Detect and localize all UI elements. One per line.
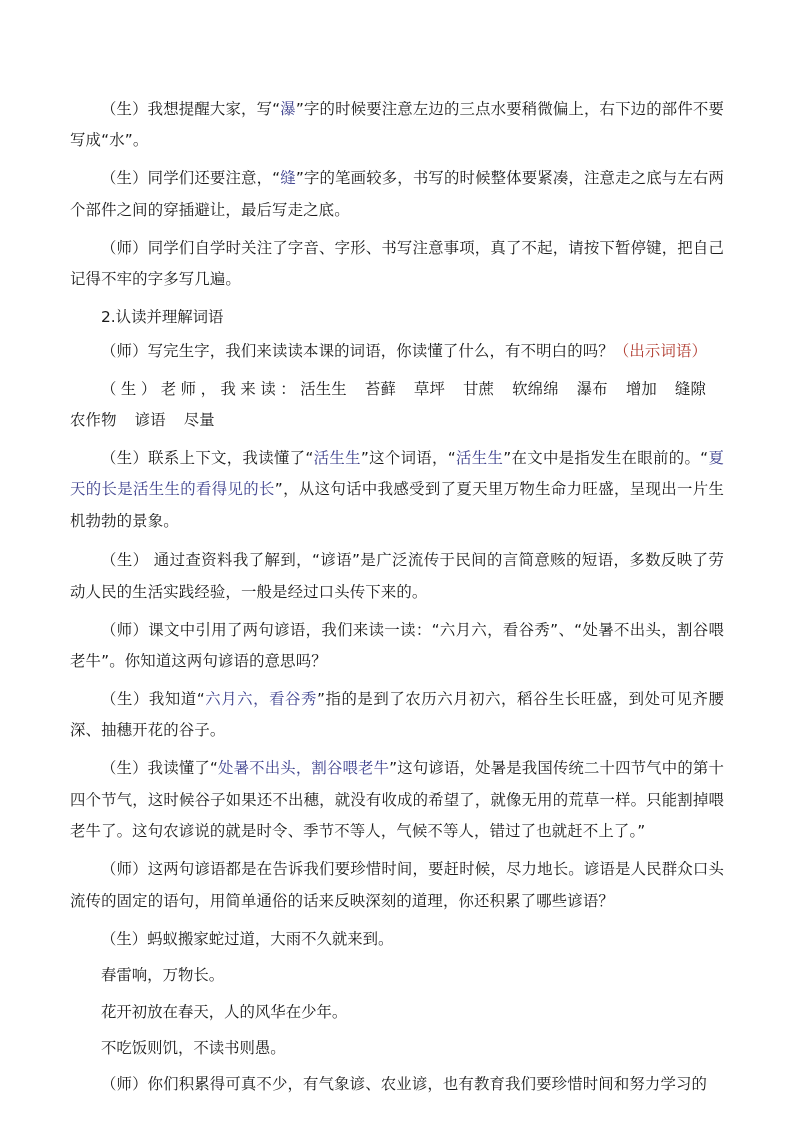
- paragraph-student-4: （生） 通过查资料我了解到，“谚语”是广泛流传于民间的言简意赅的短语，多数反映了劳动人民的生活实践经验，一般是经过口头传下来的。: [70, 551, 724, 601]
- text: （生）联系上下文，我读懂了“: [101, 449, 314, 468]
- highlight-word: 活生生: [455, 449, 504, 468]
- paragraph-teacher-5: （师）你们积累得可真不少，有气象谚、农业谚，也有教育我们要珍惜时间和努力学习的: [101, 1075, 708, 1094]
- text: （生）同学们还要注意，“: [101, 169, 281, 188]
- word: 甘蔗: [463, 379, 495, 398]
- highlight-proverb: 处暑不出头，割谷喂老牛: [218, 759, 390, 778]
- paragraph-teacher-3: （师）课文中引用了两句谚语，我们来读一读：“六月六，看谷秀”、“处暑不出头，割谷喂老牛”。你知道这两句谚语的意思吗？: [70, 620, 724, 671]
- paragraph-teacher-1: （师）同学们自学时关注了字音、字形、书写注意事项，真了不起，请按下暂停键，把自己记得不牢的字多写几遍。: [70, 238, 724, 289]
- word: 缝隙: [674, 379, 706, 398]
- text: （师）写完生字，我们来读读本课的词语，你读懂了什么，有不明白的吗？: [101, 341, 614, 360]
- word: 谚语: [134, 411, 166, 430]
- text: ”，从这句话中我感受到了夏天里万物生命力旺盛，呈现出一片生机勃勃的景象。: [70, 480, 725, 530]
- text: ”在文中是指发生在眼前的。“: [503, 449, 709, 468]
- proverb-line: 花开初放在春天，人的风华在少年。: [101, 1002, 348, 1021]
- highlight-char: 瀑: [280, 100, 296, 118]
- text: ”这个词语，“: [360, 449, 456, 468]
- paragraph-teacher-4: （师）这两句谚语都是在告诉我们要珍惜时间，要赶时候，尽力地长。谚语是人民群众口头流传的固定的语句，用简单通俗的话来反映深刻的道理，你还积累了哪些谚语？: [70, 860, 724, 910]
- highlight-word: 活生生: [313, 449, 361, 468]
- proverb-line: 不吃饭则饥，不读书则愚。: [101, 1038, 286, 1057]
- word: 苔藓: [364, 379, 396, 398]
- word: 草坪: [413, 379, 445, 398]
- word: 活生生: [300, 379, 347, 398]
- text: ”字的时候要注意左边的三点水要稍微偏上，右下边的部件不要写成“水”。: [70, 100, 724, 150]
- text: （生）我读懂了“: [101, 759, 219, 778]
- word: 增加: [625, 379, 657, 398]
- text: （生）我知道“: [101, 690, 205, 709]
- paragraph-student-1: [70, 94, 724, 157]
- proverb-line: 春雷响，万物长。: [101, 966, 225, 985]
- paragraph-student-3: [70, 443, 724, 537]
- paragraph-student-6: [70, 753, 724, 847]
- section-heading: 2.认读并理解词语: [101, 308, 224, 327]
- paragraph-student-7: （生）蚂蚁搬家蛇过道，大雨不久就来到。: [101, 929, 394, 948]
- word: 尽量: [183, 411, 215, 430]
- highlight-quote: 夏天的长是活生生的看得见的长: [70, 449, 725, 499]
- show-words-note: （出示词语）: [613, 341, 708, 360]
- text: （生）我想提醒大家，写“: [101, 100, 281, 118]
- word: 软绵绵: [512, 379, 559, 398]
- highlight-proverb: 六月六，看谷秀: [204, 690, 317, 709]
- highlight-char: 缝: [280, 169, 296, 188]
- paragraph-word-list: [70, 374, 724, 437]
- word: 瀑布: [576, 379, 608, 398]
- lesson-transcript: [70, 94, 724, 1107]
- text: ”这句谚语，处暑是我国传统二十四节气中的第十四个节气，这时候谷子如果还不出穗，就没有收成的希望了，就像无用的荒草一样。只能割掉喂老牛了。这句农谚说的就是时令、季节不等人，气候不等人，错过了也就赶不上了。”: [70, 759, 724, 841]
- paragraph-student-5: [70, 684, 724, 747]
- text: ”指的是到了农历六月初六，稻谷生长旺盛，到处可见齐腰深、抽穗开花的谷子。: [70, 690, 724, 740]
- text: ”字的笔画较多，书写的时候整体要紧凑，注意走之底与左右两个部件之间的穿插避让，最后写走之底。: [70, 169, 724, 219]
- paragraph-teacher-2: [70, 336, 724, 367]
- paragraph-student-2: [70, 163, 724, 226]
- word: 农作物: [70, 411, 117, 430]
- text: （生）老师，我来读：: [101, 379, 301, 398]
